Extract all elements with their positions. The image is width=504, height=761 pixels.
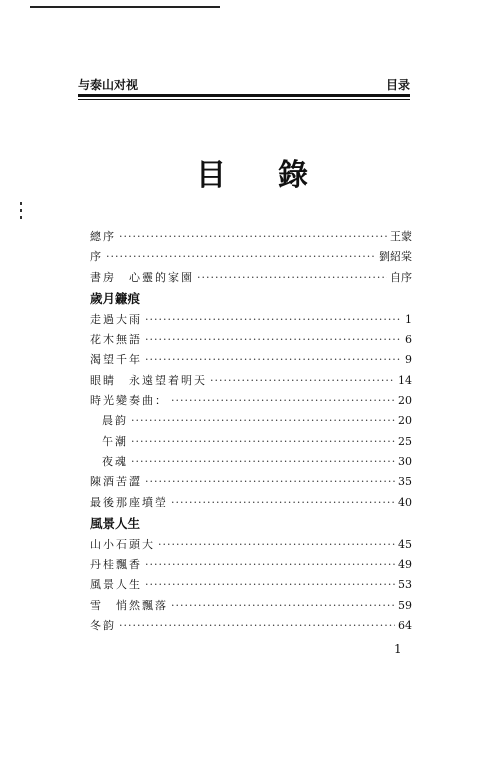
page-number: 1 bbox=[394, 642, 402, 656]
leader-dots bbox=[119, 227, 387, 247]
toc-entry-page: 王蒙 bbox=[390, 230, 412, 243]
toc-entry bbox=[90, 371, 412, 391]
toc-entry-page: 64 bbox=[398, 619, 412, 633]
toc-entry-title: 序 bbox=[90, 250, 103, 264]
toc-entry-title: 夜魂 bbox=[102, 454, 128, 468]
toc-entry bbox=[90, 493, 412, 513]
leader-dots bbox=[106, 247, 376, 267]
top-edge-line bbox=[30, 6, 220, 8]
page-title: 目錄 bbox=[196, 158, 360, 193]
leader-dots bbox=[171, 596, 395, 616]
toc-entry-title: 晨韵 bbox=[102, 414, 128, 428]
leader-dots bbox=[145, 555, 395, 575]
toc-entry-title: 花木無語 bbox=[90, 333, 142, 347]
toc-entry-title: 最後那座墳塋 bbox=[90, 495, 168, 509]
toc-entry-page: 1 bbox=[405, 312, 412, 326]
leader-dots bbox=[131, 452, 395, 472]
toc-entry-title: 陳酒苦澀 bbox=[90, 475, 142, 489]
toc-entry bbox=[90, 391, 412, 411]
table-of-contents bbox=[90, 227, 412, 636]
leader-dots bbox=[145, 575, 395, 595]
leader-dots bbox=[145, 330, 402, 350]
toc-entry-title: 走過大雨 bbox=[90, 312, 142, 326]
toc-entry-page: 20 bbox=[398, 414, 412, 428]
toc-entry-title: 午潮 bbox=[102, 434, 128, 448]
toc-entry-page: 53 bbox=[398, 578, 412, 592]
toc-entry-title: 時光變奏曲： bbox=[90, 394, 168, 408]
leader-dots bbox=[131, 432, 395, 452]
leader-dots bbox=[171, 391, 395, 411]
toc-entry bbox=[90, 555, 412, 575]
section-label: 目录 bbox=[385, 78, 410, 92]
toc-section-heading: 歲月鐮痕 bbox=[90, 290, 141, 306]
toc-entry-title: 眼睛 永遠望着明天 bbox=[90, 373, 207, 387]
toc-entry-page: 30 bbox=[398, 454, 412, 468]
toc-entry-title: 渴望千年 bbox=[90, 353, 142, 367]
toc-entry-title: 雪 悄然飄落 bbox=[90, 598, 168, 612]
leader-dots bbox=[210, 371, 395, 391]
header-rule-thin bbox=[78, 99, 410, 100]
toc-entry bbox=[90, 247, 412, 267]
toc-entry-page: 49 bbox=[398, 558, 412, 572]
toc-entry-title: 書房 心靈的家園 bbox=[90, 270, 194, 284]
leader-dots bbox=[145, 310, 402, 330]
toc-entry-page: 45 bbox=[398, 537, 412, 551]
leader-dots bbox=[171, 493, 395, 513]
margin-marks bbox=[20, 202, 24, 226]
toc-entry-page: 6 bbox=[405, 333, 412, 347]
toc-entry-title: 丹桂飄香 bbox=[90, 558, 142, 572]
leader-dots bbox=[119, 616, 395, 636]
toc-entry bbox=[90, 472, 412, 492]
toc-entry-title: 冬韵 bbox=[90, 619, 116, 633]
leader-dots bbox=[145, 472, 395, 492]
toc-section-heading: 風景人生 bbox=[90, 515, 141, 531]
leader-dots bbox=[197, 268, 387, 288]
toc-entry bbox=[90, 535, 412, 555]
toc-entry-page: 25 bbox=[398, 434, 412, 448]
toc-entry-title: 山小石頭大 bbox=[90, 537, 155, 551]
toc-entry-title: 總序 bbox=[90, 230, 116, 243]
book-title: 与泰山对视 bbox=[78, 78, 139, 92]
leader-dots bbox=[145, 350, 402, 370]
toc-entry-page: 劉紹棠 bbox=[379, 250, 412, 264]
toc-entry bbox=[90, 350, 412, 370]
toc-entry bbox=[90, 616, 412, 636]
leader-dots bbox=[131, 411, 395, 431]
toc-entry bbox=[90, 227, 412, 247]
toc-entry bbox=[90, 411, 412, 431]
toc-entry-page: 14 bbox=[398, 373, 412, 387]
toc-entry-page: 20 bbox=[398, 394, 412, 408]
toc-entry-page: 40 bbox=[398, 495, 412, 509]
toc-entry-page: 35 bbox=[398, 475, 412, 489]
toc-entry-title: 風景人生 bbox=[90, 578, 142, 592]
toc-entry-page: 自序 bbox=[390, 270, 412, 284]
toc-entry bbox=[90, 596, 412, 616]
toc-entry-page: 9 bbox=[405, 353, 412, 367]
toc-entry bbox=[90, 310, 412, 330]
toc-entry bbox=[90, 330, 412, 350]
running-header bbox=[78, 76, 410, 94]
toc-entry bbox=[90, 452, 412, 472]
toc-entry bbox=[90, 575, 412, 595]
toc-entry-page: 59 bbox=[398, 598, 412, 612]
toc-entry bbox=[90, 432, 412, 452]
toc-entry bbox=[90, 268, 412, 288]
leader-dots bbox=[158, 535, 395, 555]
header-rule-thick bbox=[78, 94, 410, 97]
